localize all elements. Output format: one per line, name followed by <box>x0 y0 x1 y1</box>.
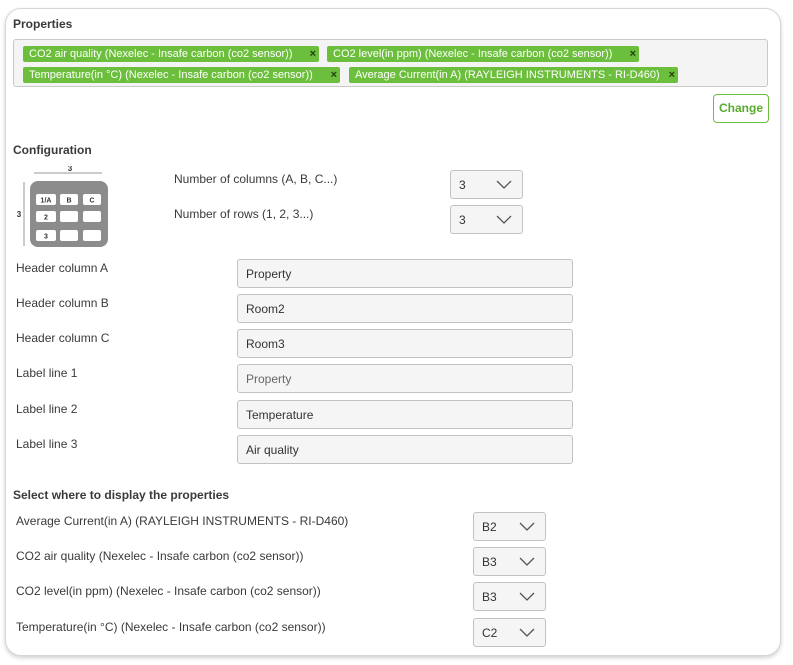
display-row-label: CO2 level(in ppm) (Nexelec - Insafe carbon (co2 sensor)) <box>16 584 321 598</box>
svg-text:B: B <box>66 197 72 205</box>
tag-co2-level <box>327 46 639 62</box>
tag-label: CO2 level(in ppm) (Nexelec - Insafe carbon (co2 sensor)) <box>333 48 613 60</box>
display-position-select[interactable] <box>473 618 546 647</box>
svg-text:2: 2 <box>44 214 48 222</box>
tag-average-current <box>349 67 678 83</box>
label-line-1-input[interactable] <box>237 364 573 393</box>
tag-label: CO2 air quality (Nexelec - Insafe carbon (co2 sensor)) <box>29 48 293 60</box>
display-position-value: B3 <box>482 555 497 569</box>
tag-label: Average Current(in A) (RAYLEIGH INSTRUMENTS - RI-D460) <box>355 69 660 81</box>
display-position-value: C2 <box>482 626 498 640</box>
properties-tag-input[interactable] <box>13 39 768 87</box>
display-row-label: CO2 air quality (Nexelec - Insafe carbon (co2 sensor)) <box>16 549 304 563</box>
display-position-select[interactable] <box>473 512 546 541</box>
columns-select-value: 3 <box>459 178 466 192</box>
chevron-down-icon <box>496 214 512 226</box>
display-position-select[interactable] <box>473 582 546 611</box>
change-button[interactable]: Change <box>713 94 769 123</box>
label-line-2-input[interactable] <box>237 400 573 429</box>
chevron-down-icon <box>519 556 535 568</box>
rows-select-value: 3 <box>459 213 466 227</box>
svg-text:3: 3 <box>44 233 48 241</box>
header-column-c-label: Header column C <box>16 331 110 345</box>
header-column-b-label: Header column B <box>16 296 109 310</box>
columns-label: Number of columns (A, B, C...) <box>174 172 338 186</box>
rows-select[interactable] <box>450 205 523 234</box>
display-position-value: B2 <box>482 520 497 534</box>
label-line-3-input[interactable] <box>237 435 573 464</box>
display-title: Select where to display the properties <box>13 488 230 502</box>
label-line-2-label: Label line 2 <box>16 402 78 416</box>
tag-label: Temperature(in °C) (Nexelec - Insafe carbon (co2 sensor)) <box>29 69 313 81</box>
svg-text:C: C <box>89 197 95 205</box>
chevron-down-icon <box>496 179 512 191</box>
header-column-a-label: Header column A <box>16 261 109 275</box>
close-icon[interactable]: × <box>629 48 636 60</box>
close-icon[interactable]: × <box>330 69 337 81</box>
label-line-1-label: Label line 1 <box>16 366 78 380</box>
tag-temperature <box>23 67 340 83</box>
tag-co2-air-quality <box>23 46 319 62</box>
display-position-select[interactable] <box>473 547 546 576</box>
table-grid-icon <box>14 166 114 250</box>
columns-select[interactable] <box>450 170 523 199</box>
header-column-b-input[interactable] <box>237 294 573 323</box>
configuration-title: Configuration <box>13 143 92 157</box>
header-column-a-input[interactable] <box>237 259 573 288</box>
properties-title: Properties <box>13 17 73 31</box>
display-row-label: Average Current(in A) (RAYLEIGH INSTRUMENTS - RI-D460) <box>16 514 349 528</box>
chevron-down-icon <box>519 521 535 533</box>
rows-label: Number of rows (1, 2, 3...) <box>174 207 314 221</box>
chevron-down-icon <box>519 627 535 639</box>
display-row-label: Temperature(in °C) (Nexelec - Insafe carbon (co2 sensor)) <box>16 620 326 634</box>
svg-text:1/A: 1/A <box>40 197 52 205</box>
close-icon[interactable]: × <box>668 69 675 81</box>
illustration-top-count: 3 <box>67 166 73 173</box>
chevron-down-icon <box>519 591 535 603</box>
display-position-value: B3 <box>482 590 497 604</box>
label-line-3-label: Label line 3 <box>16 437 78 451</box>
header-column-c-input[interactable] <box>237 329 573 358</box>
close-icon[interactable]: × <box>309 48 316 60</box>
illustration-side-count: 3 <box>16 210 22 219</box>
